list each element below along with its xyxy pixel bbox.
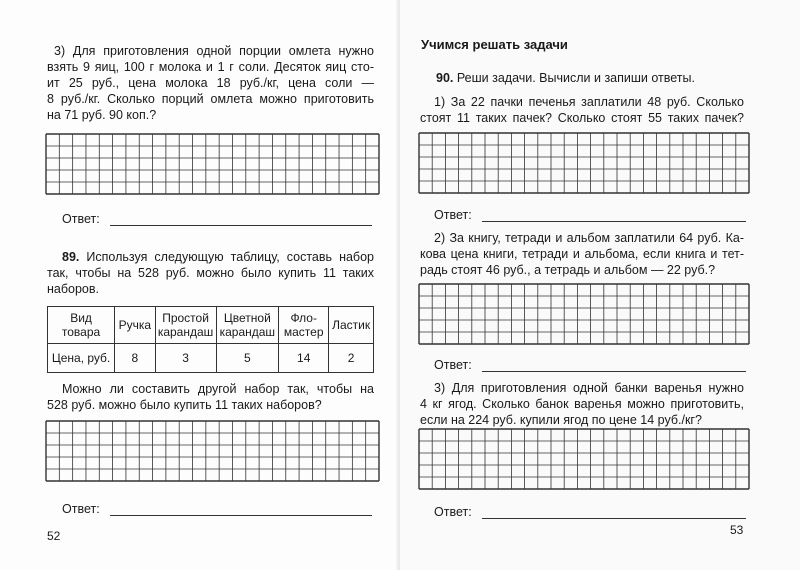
task-3-omelet-line-3: ит 25 руб., цена молока 18 руб./кг, цена соли — — [47, 76, 374, 90]
answer-blank[interactable] — [110, 215, 372, 226]
question-line-2: 528 руб. можно было купить 11 таких наборов? — [47, 398, 322, 412]
answer-label: Ответ: — [434, 358, 472, 372]
answer-label: Ответ: — [62, 502, 100, 516]
price-table-header-row — [48, 307, 374, 344]
page-number-right: 53 — [730, 523, 744, 537]
table-cell: 5 — [216, 344, 279, 373]
task-89-line-3: наборов. — [47, 282, 99, 296]
task-90-1-line-2: стоят 11 таких пачек? Сколько стоят 55 таких пачек? — [420, 111, 744, 125]
price-table — [47, 306, 374, 373]
question-line-1: Можно ли составить другой набор так, чтобы на — [62, 382, 374, 396]
table-header-cell: Вид товара — [48, 307, 115, 344]
answer-label: Ответ: — [62, 212, 100, 226]
answer-blank[interactable] — [482, 211, 746, 222]
task-89-line-2: так, чтобы на 528 руб. можно было купить 11 таких — [47, 266, 374, 280]
task-89-number: 89. — [62, 250, 80, 264]
task-90-text: Реши задачи. Вычисли и запиши ответы. — [453, 71, 695, 85]
task-90-2-line-1: 2) За книгу, тетради и альбом заплатили 64 руб. Ка- — [434, 231, 744, 245]
answer-blank[interactable] — [110, 505, 372, 516]
answer-line-left-2[interactable] — [62, 502, 372, 516]
answer-grid-left-2[interactable] — [45, 420, 380, 482]
table-header-cell: Ластик — [329, 307, 374, 344]
task-90-3-line-2: 4 кг ягод. Сколько банок варенья можно приготовить, — [420, 397, 744, 411]
page-number-left: 52 — [47, 529, 61, 543]
answer-grid-right-2[interactable] — [418, 283, 750, 345]
answer-grid-left-1[interactable] — [45, 133, 380, 195]
task-89-text: Используя следующую таблицу, составь набор — [79, 250, 374, 264]
answer-grid-right-1[interactable] — [418, 132, 750, 194]
table-row-label: Цена, руб. — [48, 344, 115, 373]
section-title: Учимся решать задачи — [421, 37, 568, 52]
answer-grid-right-3[interactable] — [418, 428, 750, 490]
task-90-2-line-3: радь стоят 46 руб., а тетрадь и альбом — 22 руб.? — [420, 263, 716, 277]
task-89-line-1 — [62, 249, 374, 265]
task-90-2-line-2: кова цена книги, тетради и альбома, если книга и тет- — [420, 247, 744, 261]
price-table-value-row — [48, 344, 374, 373]
task-3-omelet-line-2: взять 9 яиц, 100 г молока и 1 г соли. Десяток яиц сто- — [47, 60, 374, 74]
task-90-1-line-1: 1) За 22 пачки печенья заплатили 48 руб. Сколько — [434, 95, 744, 109]
answer-label: Ответ: — [434, 505, 472, 519]
answer-blank[interactable] — [482, 508, 746, 519]
answer-blank[interactable] — [482, 361, 746, 372]
task-3-omelet-line-4: 8 руб./кг. Сколько порций омлета можно приготовить — [47, 92, 374, 106]
answer-line-left-1[interactable] — [62, 212, 372, 226]
answer-label: Ответ: — [434, 208, 472, 222]
table-cell: 3 — [155, 344, 216, 373]
table-header-cell: Простой карандаш — [155, 307, 216, 344]
task-90-number: 90. — [436, 71, 454, 85]
table-header-cell: Цветной карандаш — [216, 307, 279, 344]
answer-line-right-1[interactable] — [434, 208, 746, 222]
table-header-cell: Ручка — [115, 307, 156, 344]
answer-line-right-2[interactable] — [434, 358, 746, 372]
task-3-omelet-line-5: на 71 руб. 90 коп.? — [47, 108, 157, 122]
table-cell: 8 — [115, 344, 156, 373]
answer-line-right-3[interactable] — [434, 505, 746, 519]
table-cell: 14 — [279, 344, 329, 373]
table-cell: 2 — [329, 344, 374, 373]
task-90-3-line-1: 3) Для приготовления одной банки варенья нужно — [434, 381, 744, 395]
task-90-3-line-3: если на 224 руб. купили ягод по цене 14 руб./кг? — [420, 413, 702, 427]
task-3-omelet-line-1: 3) Для приготовления одной порции омлета нужно — [54, 44, 374, 58]
table-header-cell: Фло-мастер — [279, 307, 329, 344]
right-page — [400, 0, 800, 570]
task-90-intro — [436, 70, 695, 86]
